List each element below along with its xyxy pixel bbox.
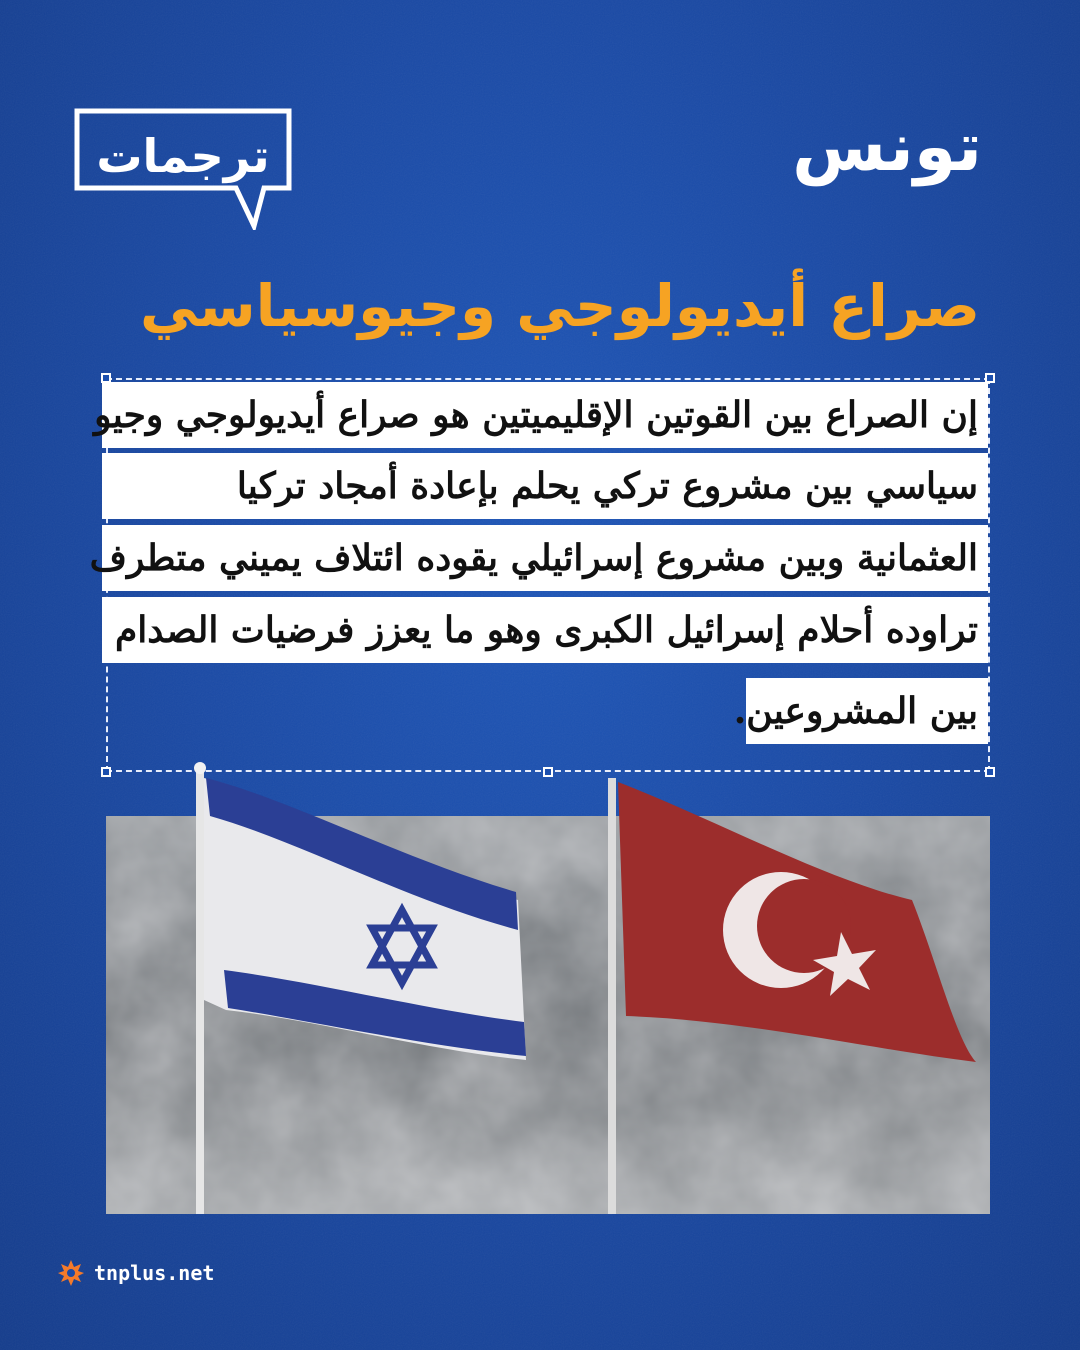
resize-handle[interactable] xyxy=(985,373,995,383)
paragraph-line: بين المشروعين. xyxy=(746,678,988,744)
paragraph-line: سياسي بين مشروع تركي يحلم بإعادة أمجاد تركيا xyxy=(102,453,988,519)
turkey-flag xyxy=(618,782,976,1062)
israel-flag xyxy=(204,778,526,1060)
headline: صراع أيديولوجي وجيوسياسي xyxy=(139,272,980,340)
flags-illustration xyxy=(106,760,990,1214)
brand-logo: تونس xyxy=(792,108,982,187)
paragraph-line: إن الصراع بين القوتين الإقليميتين هو صراع أيديولوجي وجيو xyxy=(102,382,988,448)
website-link[interactable]: tnplus.net xyxy=(94,1261,215,1285)
paragraph-line: العثمانية وبين مشروع إسرائيلي يقوده ائتلاف يميني متطرف xyxy=(102,525,988,591)
footer xyxy=(58,1258,214,1288)
paragraph-line: تراوده أحلام إسرائيل الكبرى وهو ما يعزز فرضيات الصدام xyxy=(102,597,988,663)
section-label: ترجمات xyxy=(96,129,270,183)
starburst-icon xyxy=(58,1260,84,1286)
resize-handle[interactable] xyxy=(101,373,111,383)
